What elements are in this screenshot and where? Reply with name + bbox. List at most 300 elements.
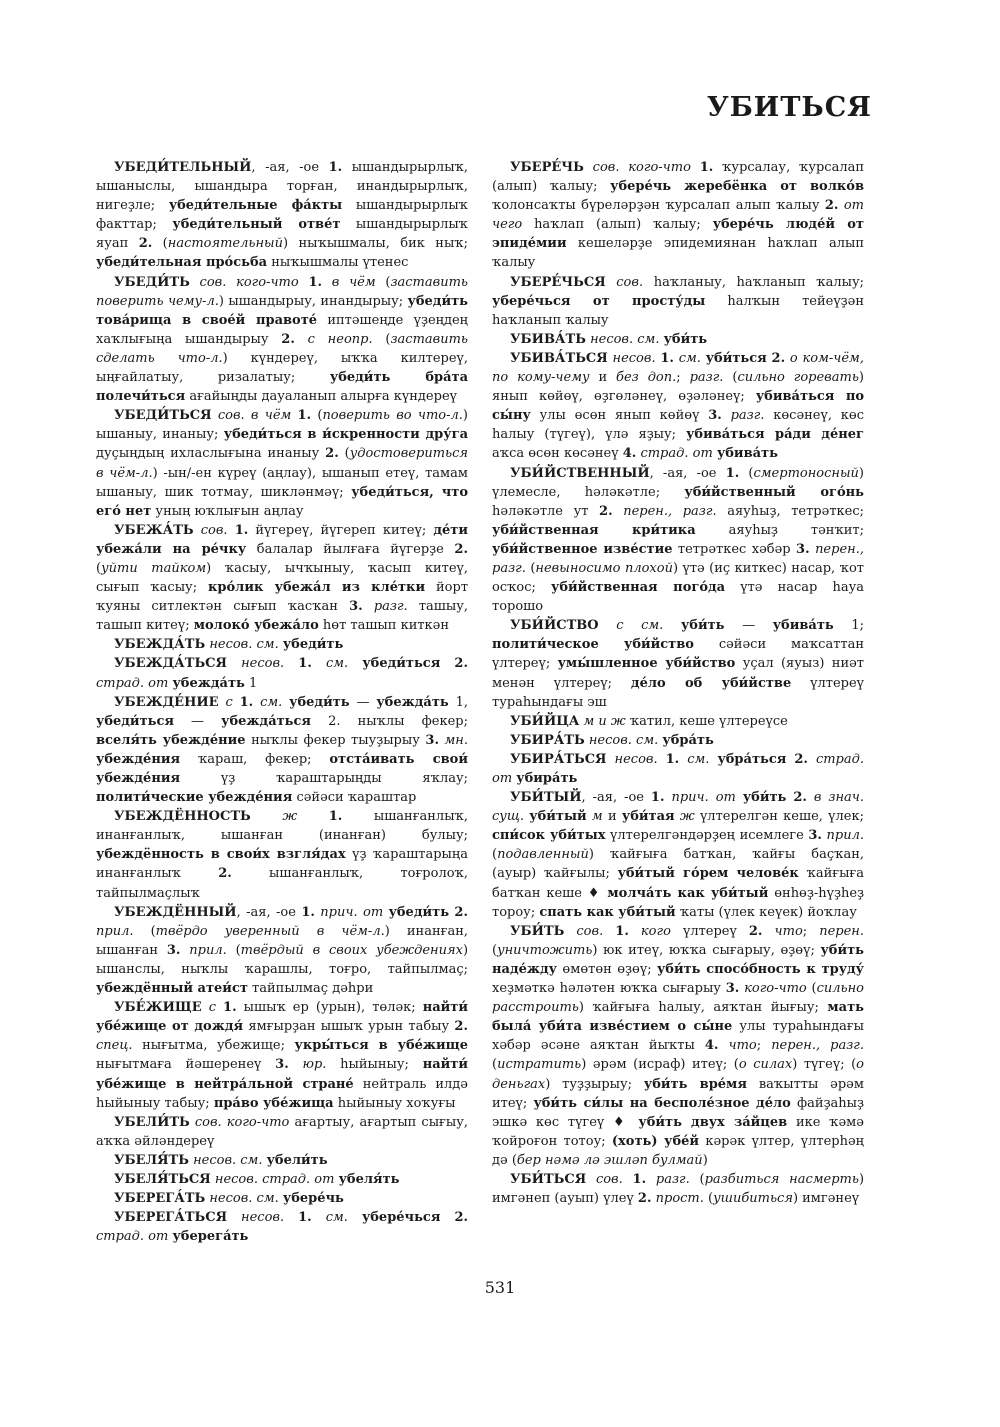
- dictionary-entry: [492, 616, 864, 711]
- entry-text: (: [311, 408, 323, 424]
- entry-bold-text: убере́чь люде́й от эпиде́мии: [492, 217, 864, 252]
- dictionary-entry: [96, 1208, 468, 1246]
- entry-bold-text: убере́чь: [282, 1191, 344, 1207]
- entry-italic-text: несов. страд. от: [214, 1171, 335, 1187]
- entry-italic-text: страд. от: [492, 751, 865, 786]
- entry-bold-text: УБЕДИ́ТЬСЯ: [114, 408, 212, 424]
- entry-bold-text: 1.: [665, 751, 680, 767]
- entry-text: ике ҡәмә ҡойроғон тотоу;: [492, 1114, 864, 1149]
- entry-text: [227, 1210, 241, 1225]
- entry-bold-text: уби́ть: [742, 790, 787, 806]
- entry-text: ;: [802, 923, 820, 939]
- entry-bold-text: мать была́ уби́та изве́стием о сы́не: [492, 1000, 864, 1035]
- entry-text: [322, 275, 332, 290]
- dictionary-entry: [492, 750, 864, 788]
- entry-text: һыйыныу хоҡуғы: [333, 1095, 456, 1111]
- entry-text: ) түгеү; (: [792, 1057, 857, 1073]
- entry-italic-text: о ком-чём, по кому-чему: [492, 350, 864, 386]
- dictionary-entry: [96, 158, 468, 273]
- entry-text: ) әрәм (исраф) итеү; (: [581, 1057, 739, 1073]
- entry-italic-text: что: [728, 1038, 757, 1054]
- entry-bold-text: 3.: [708, 408, 722, 424]
- entry-text: 1: [244, 675, 258, 691]
- entry-bold-text: 1.: [239, 694, 254, 710]
- dictionary-entry: [96, 654, 468, 692]
- entry-italic-text: настоятельный: [167, 236, 284, 252]
- entry-italic-text: сов.: [595, 1171, 623, 1187]
- entry-bold-text: 2.: [599, 503, 613, 519]
- entry-italic-text: с: [225, 694, 233, 710]
- entry-text: [284, 656, 298, 671]
- entry-bold-text: полити́ческое уби́йство: [492, 637, 694, 653]
- entry-text: [312, 656, 326, 671]
- entry-bold-text: УБЕДИ́ТЬ: [114, 274, 190, 290]
- entry-bold-text: де́ло об уби́йстве: [630, 675, 792, 691]
- entry-text: [289, 1057, 303, 1072]
- entry-text: [216, 1000, 223, 1015]
- entry-bold-text: убеди́ться: [96, 713, 174, 729]
- entry-text: уҫал (яуыз) ниәт менән үлтереү;: [492, 656, 864, 691]
- entry-italic-text: прил.: [826, 828, 864, 844]
- entry-text: ) янып көйөү, өҙгөләнеү, өҙәләнеү;: [492, 370, 864, 405]
- entry-text: ) күндереү, ыҡҡа килтереү, ыңғайлатыу, ризалатыу;: [96, 350, 469, 386]
- entry-text: һалҡын тейеүҙән һаҡланып ҡалыу: [492, 293, 864, 328]
- entry-italic-text: подавленный: [497, 847, 589, 863]
- entry-italic-text: смертоносный: [753, 465, 859, 481]
- entry-italic-text: сов. кого-что: [194, 1114, 290, 1130]
- entry-bold-text: полити́ческие убежде́ния: [96, 790, 293, 806]
- entry-italic-text: спец.: [96, 1038, 133, 1054]
- entry-text: йүгереү, йүгереп китеү;: [248, 522, 434, 538]
- entry-text: —: [349, 694, 377, 710]
- entry-text: һаҡлап (алып) ҡалыу;: [522, 217, 713, 233]
- entry-italic-text: сильно расстроить: [492, 981, 864, 1016]
- entry-bold-text: (хоть) убе́й: [611, 1133, 700, 1149]
- entry-text: [607, 752, 615, 767]
- entry-text: хеҙмәткә һәләтен юҡҡа сығарыу: [492, 981, 726, 997]
- entry-italic-text: сов.: [200, 522, 228, 538]
- dictionary-entry: [96, 807, 468, 902]
- entry-italic-text: прич. от: [671, 790, 736, 806]
- entry-text: [762, 924, 774, 939]
- entry-bold-text: убеди́тельная про́сьба: [96, 255, 268, 271]
- entry-text: тайпылмаҫ дәһри: [247, 981, 374, 997]
- dictionary-entry: [96, 521, 468, 636]
- entry-bold-text: уби́ть: [680, 618, 725, 634]
- entry-bold-text: УБИ́ЙСТВЕННЫЙ: [510, 465, 650, 481]
- entry-bold-text: 1.: [699, 160, 714, 175]
- entry-text: ) ныҡышмалы, бик ныҡ;: [283, 236, 468, 252]
- entry-bold-text: убеди́ться в и́скренности дру́га: [223, 427, 468, 443]
- entry-italic-text: страд. от: [640, 446, 713, 462]
- entry-bold-text: 1.: [650, 790, 665, 806]
- entry-bold-text: пра́во убе́жища: [213, 1095, 334, 1111]
- entry-text: [663, 618, 681, 633]
- entry-bold-text: убеди́ть: [388, 904, 450, 920]
- entry-bold-text: УБЕРЕ́ЧЬ: [510, 160, 584, 175]
- dictionary-entry: [96, 1170, 468, 1189]
- entry-bold-text: убежде́ния: [96, 751, 181, 767]
- entry-italic-text: от чего: [492, 198, 864, 233]
- entry-italic-text: несов. см.: [588, 732, 659, 748]
- entry-italic-text: невыносимо плохой: [535, 560, 673, 576]
- dictionary-entry: [96, 1113, 468, 1151]
- entry-bold-text: убере́чься: [361, 1210, 441, 1226]
- entry-italic-text: несов. см.: [193, 1152, 263, 1168]
- entry-bold-text: УБИВА́ТЬ: [510, 331, 586, 347]
- entry-text: [440, 656, 454, 671]
- entry-text: [363, 599, 374, 614]
- entry-bold-text: убеди́ть бра́та полечи́ться: [96, 370, 468, 405]
- entry-bold-text: УБЕРЕГА́ТЬСЯ: [114, 1210, 228, 1226]
- entry-bold-text: 2.: [325, 446, 339, 462]
- dictionary-entry: [96, 1189, 468, 1208]
- entry-text: и: [589, 370, 617, 386]
- entry-bold-text: 2.: [454, 541, 468, 557]
- entry-bold-text: 1.: [234, 522, 249, 538]
- entry-text: ҡаты (үлек кеүек) йоҡлау: [675, 904, 857, 920]
- entry-italic-text: кого: [640, 923, 671, 939]
- entry-text: уның юҡлығын аңлау: [151, 503, 304, 519]
- entry-bold-text: 2.: [794, 751, 808, 767]
- entry-bold-text: уби́ть спосо́бность к труду́: [656, 961, 864, 977]
- dictionary-entry: [96, 273, 468, 407]
- entry-italic-text: перен., разг.: [492, 541, 864, 576]
- entry-text: ташыу, ташып китеү;: [96, 599, 468, 634]
- entry-text: ) ышандырыу, инандырыу;: [218, 293, 408, 309]
- entry-italic-text: прич. от: [320, 904, 384, 920]
- entry-bold-text: УБИ́ТЬСЯ: [510, 1171, 587, 1187]
- entry-italic-text: с см.: [616, 618, 664, 634]
- entry-text: ышанғанлыҡ, тоғролоҡ, тайпылмаҫлыҡ: [96, 866, 468, 901]
- entry-italic-text: несов.: [612, 350, 656, 366]
- entry-text: [586, 1172, 596, 1187]
- entry-bold-text: уби́ть вре́мя: [643, 1076, 747, 1092]
- entry-italic-text: несов.: [241, 656, 285, 672]
- entry-text: ) ҡасыу, ычҡыныу, ҡасып китеү, сығып ҡасыу;: [96, 560, 468, 596]
- entry-bold-text: уби́йственное изве́стие: [492, 541, 673, 557]
- entry-italic-text: мн.: [444, 732, 468, 748]
- entry-bold-text: 2.: [454, 656, 468, 672]
- entry-text: ҡайғыға батҡан кеше: [492, 866, 864, 901]
- dictionary-entry: [96, 635, 468, 654]
- entry-bold-text: 1.: [308, 274, 323, 290]
- entry-bold-text: убере́чься от просту́ды: [492, 293, 706, 309]
- entry-text: үлтерелгән кеше, үлек;: [694, 809, 864, 825]
- entry-italic-text: разг.: [655, 1171, 690, 1187]
- entry-italic-text: уйти тайком: [101, 560, 207, 576]
- entry-bold-text: уби́тый: [529, 809, 587, 825]
- entry-bold-text: 3.: [275, 1057, 289, 1073]
- entry-bold-text: 4.: [622, 446, 637, 462]
- entry-italic-text: что: [774, 923, 803, 939]
- entry-bold-text: УБИ́ЙСТВО: [510, 618, 599, 634]
- entry-bold-text: уби́йственная кри́тика: [492, 522, 696, 538]
- entry-text: файҙаһыҙ эшкә көс түгеү: [492, 1095, 864, 1130]
- entry-bold-text: спать как уби́тый: [539, 904, 676, 920]
- entry-bold-text: ♦ молча́ть как уби́тый: [587, 885, 769, 901]
- entry-bold-text: убеди́тельный отве́т: [172, 217, 341, 233]
- entry-text: ҡолонсаҡты бүреләрҙән ҡурсалап алып ҡалыу: [492, 198, 825, 214]
- entry-text: ышанғанлыҡ, инанғанлыҡ, ышанған (инанған) булыу;: [96, 809, 468, 844]
- entry-text: ) -ын/-ен күреү (аңлау), ышанып етеү, тамам ышаныу, шик тотмау, шикләнмәү;: [96, 465, 469, 500]
- entry-bold-text: убеди́ть това́рища в свое́й правоте́: [96, 293, 468, 328]
- entry-bold-text: отста́ивать свои́ убежде́ния: [96, 751, 468, 786]
- entry-text: (: [806, 981, 817, 997]
- entry-italic-text: кого-что: [744, 981, 807, 997]
- entry-bold-text: УБЕЛИ́ТЬ: [114, 1114, 190, 1130]
- entry-bold-text: 3.: [796, 541, 810, 557]
- entry-text: ышандырырлыҡ факттар;: [96, 198, 468, 233]
- entry-bold-text: 3.: [349, 599, 363, 615]
- entry-italic-text: уничтожить: [497, 942, 593, 958]
- entry-text: [440, 1210, 454, 1225]
- entry-bold-text: убра́ть: [662, 732, 714, 748]
- entry-text: [348, 656, 362, 671]
- entry-bold-text: убеждённость в свои́х взгля́дах: [96, 847, 346, 863]
- entry-text: (: [133, 923, 156, 939]
- dictionary-entry: [96, 1151, 468, 1170]
- entry-italic-text: несов. см.: [590, 331, 660, 347]
- entry-bold-text: 3.: [425, 732, 439, 748]
- entry-bold-text: 3.: [166, 942, 181, 958]
- entry-bold-text: УБЕЖДЁННОСТЬ: [114, 809, 251, 825]
- entry-text: нығытма, убежище;: [132, 1038, 295, 1054]
- entry-bold-text: убеля́ть: [338, 1171, 400, 1187]
- entry-italic-text: несов.: [614, 751, 658, 767]
- entry-text: , -ая, -ое: [581, 790, 651, 806]
- entry-italic-text: в чём: [331, 274, 376, 290]
- entry-text: үлтерелгәндәрҙең исемлеге: [605, 828, 809, 844]
- entry-text: (: [739, 465, 754, 481]
- entry-text: үтә насар һауа торошо: [492, 580, 865, 615]
- entry-italic-text: разг.: [730, 408, 765, 424]
- entry-text: ) ышаныу, инаныу;: [96, 408, 468, 443]
- entry-text: иптәшеңде үҙеңдең хаҡлығыңа ышандырыу: [96, 312, 469, 347]
- entry-italic-text: о силах: [738, 1057, 793, 1073]
- entry-bold-text: УБЕРЕГА́ТЬ: [114, 1191, 206, 1207]
- entry-bold-text: 2.: [138, 236, 153, 252]
- dictionary-entry: [492, 922, 864, 1170]
- entry-text: ныҡышмалы үтенес: [267, 255, 409, 271]
- entry-bold-text: убеди́ть: [282, 637, 344, 653]
- entry-text: [623, 1172, 633, 1187]
- entry-text: [180, 943, 189, 958]
- dictionary-entry: [492, 464, 864, 617]
- entry-italic-text: о деньгах: [492, 1057, 864, 1092]
- entry-italic-text: заставить сделать что-л.: [96, 331, 468, 366]
- entry-bold-text: де́ти убежа́ли на ре́чку: [96, 522, 468, 557]
- entry-text: һәләкәтле ут: [492, 503, 600, 519]
- entry-text: [297, 809, 329, 824]
- entry-text: ;: [756, 1038, 772, 1054]
- entry-bold-text: найти́ убе́жище от дождя́: [96, 1000, 468, 1035]
- entry-bold-text: убеди́ть: [289, 694, 350, 710]
- entry-text: [202, 1000, 209, 1015]
- entry-text: ): [702, 1152, 708, 1168]
- dictionary-entry: [96, 998, 468, 1113]
- entry-bold-text: убере́чь жеребёнка от волко́в: [610, 179, 864, 195]
- entry-italic-text: прил.: [189, 942, 227, 958]
- entry-text: [584, 160, 593, 175]
- page-number: 531: [484, 1278, 516, 1297]
- entry-italic-text: ж: [679, 809, 695, 825]
- entry-bold-text: УБЕЖДЁННЫЙ: [114, 904, 237, 920]
- entry-italic-text: несов. см.: [209, 637, 279, 653]
- entry-bold-text: молоко́ убежа́ло: [193, 618, 319, 634]
- entry-text: нейтраль илдә һыйыныу табыу;: [96, 1076, 468, 1111]
- entry-italic-text: см.: [678, 350, 701, 366]
- entry-text: (: [723, 370, 738, 386]
- entry-bold-text: 1.: [725, 465, 740, 481]
- entry-text: ҡатил, кеше үлтереүсе: [625, 713, 788, 729]
- entry-text: (: [226, 942, 241, 958]
- entry-text: [312, 1210, 326, 1225]
- entry-bold-text: УБИ́ТЫЙ: [510, 790, 582, 806]
- entry-text: һыйыныу;: [326, 1057, 423, 1073]
- entry-bold-text: УБЕЖДА́ТЬ: [114, 637, 206, 653]
- dictionary-entry: [492, 712, 864, 731]
- entry-text: ағайыңды дауаланып алырға күндереү: [185, 389, 457, 405]
- entry-text: [603, 924, 615, 939]
- entry-text: ) туҙҙырыу;: [545, 1076, 644, 1092]
- entry-text: 2. ныҡлы фекер;: [311, 713, 469, 729]
- entry-text: үҙ ҡараштарыңа инанғанлыҡ: [96, 847, 468, 882]
- entry-bold-text: уби́ть наде́жду: [492, 942, 864, 977]
- entry-text: үлтереү: [670, 923, 749, 939]
- entry-text: үҙ ҡараштарыңды яҡлау;: [180, 771, 468, 786]
- entry-text: [646, 1172, 656, 1187]
- entry-text: [251, 809, 283, 824]
- entry-text: (: [492, 847, 498, 863]
- entry-text: 1;: [833, 618, 864, 634]
- entry-bold-text: убеди́ться, что его́ нет: [96, 484, 468, 519]
- entry-text: ныҡлы фекер тыуҙырыу: [245, 732, 426, 748]
- entry-text: дуҫыңдың ихласлығына инаныу: [96, 446, 326, 462]
- entry-bold-text: 1.: [297, 408, 312, 424]
- entry-bold-text: убеди́тельные фа́кты: [168, 198, 343, 214]
- entry-text: ышыҡ ер (урын), төләк;: [236, 1000, 423, 1016]
- entry-text: [190, 275, 200, 290]
- entry-italic-text: бер нәмә лә эшләп булмай: [516, 1152, 703, 1168]
- entry-bold-text: УБЕРЕ́ЧЬСЯ: [510, 274, 606, 290]
- entry-text: ағартыу, ағартып сығыу, аҡҡа әйләндереү: [96, 1114, 468, 1149]
- entry-text: [299, 275, 309, 290]
- entry-bold-text: убели́ть: [266, 1152, 328, 1168]
- entry-italic-text: сов.: [576, 923, 604, 939]
- entry-text: улы тураһындағы хәбәр әсәне аяҡтан йыҡты: [492, 1019, 864, 1054]
- entry-text: ямғырҙан ышыҡ урын табыу: [243, 1019, 455, 1035]
- entry-italic-text: твёрдый в своих убеждениях: [240, 942, 463, 958]
- entry-bold-text: 2.: [824, 198, 839, 214]
- entry-bold-text: укры́ться в убе́жище: [294, 1038, 469, 1054]
- entry-text: [722, 408, 731, 423]
- entry-bold-text: УБЕЖДЕ́НИЕ: [114, 694, 219, 710]
- entry-italic-text: перен., разг.: [623, 503, 717, 519]
- entry-text: өмөтөн өҙөү;: [557, 961, 657, 977]
- entry-text: (: [375, 274, 391, 290]
- entry-italic-text: поверить во что-л.: [322, 408, 463, 424]
- entry-bold-text: 2.: [637, 1191, 652, 1207]
- entry-bold-text: убеждённый атеи́ст: [96, 981, 248, 997]
- dictionary-entry: [492, 788, 864, 922]
- entry-italic-text: прост.: [655, 1191, 704, 1207]
- entry-text: ) ышанслы, ныҡлы ҡарашлы, тоғро, тайпылмаҫ;: [96, 942, 469, 977]
- entry-italic-text: в знач. сущ.: [492, 790, 865, 825]
- entry-italic-text: прил.: [96, 923, 134, 939]
- entry-bold-text: уби́йственный ого́нь: [684, 484, 864, 500]
- entry-bold-text: 2.: [281, 331, 295, 347]
- entry-text: үлтереү тураһындағы эш: [492, 675, 865, 710]
- entry-text: (: [372, 331, 391, 347]
- entry-text: [658, 752, 666, 767]
- entry-text: ышандырырлыҡ, ышаныслы, ышандыра торған, инандырырлыҡ, нигеҙле;: [96, 160, 468, 214]
- entry-bold-text: спи́сок уби́тых: [492, 828, 606, 844]
- entry-italic-text: см.: [687, 751, 710, 767]
- entry-bold-text: 4.: [704, 1038, 719, 1054]
- dictionary-entry: [492, 731, 864, 750]
- entry-italic-text: разг.: [689, 370, 724, 386]
- entry-italic-text: с неопр.: [307, 331, 373, 347]
- entry-italic-text: с: [208, 1000, 216, 1016]
- entry-italic-text: разг.: [373, 599, 408, 615]
- entry-text: тетрәткес хәбәр: [672, 541, 797, 557]
- entry-italic-text: истратить: [497, 1057, 582, 1073]
- entry-text: ҡурсалау, ҡурсалап (алып) ҡалыу;: [492, 160, 865, 195]
- entry-bold-text: 2.: [793, 790, 807, 806]
- entry-text: һаҡланыу, һаҡланып ҡалыу;: [643, 274, 864, 290]
- dictionary-entry: [492, 158, 864, 273]
- entry-italic-text: несов. см.: [209, 1191, 279, 1207]
- entry-bold-text: 1.: [632, 1171, 647, 1187]
- entry-bold-text: УБЕЖА́ТЬ: [114, 522, 194, 538]
- entry-bold-text: уберега́ть: [172, 1229, 249, 1245]
- entry-bold-text: умы́шленное уби́йство: [557, 656, 736, 672]
- entry-text: ышандырырлыҡ яуап: [96, 217, 468, 252]
- entry-text: [284, 1210, 298, 1225]
- entry-italic-text: страд. от: [96, 1229, 169, 1245]
- entry-text: (: [152, 236, 168, 252]
- entry-bold-text: УБИ́ЙЦА: [510, 713, 580, 729]
- entry-bold-text: 1.: [660, 350, 674, 366]
- entry-bold-text: УБЕЛЯ́ТЬСЯ: [114, 1171, 211, 1187]
- entry-text: ) инанған, ышанған: [96, 923, 468, 958]
- entry-bold-text: УБИВА́ТЬСЯ: [510, 350, 608, 366]
- entry-text: [808, 752, 816, 767]
- entry-bold-text: убра́ться: [717, 751, 787, 767]
- entry-text: [348, 1210, 362, 1225]
- entry-text: балалар йылғаға йүгерҙе: [246, 541, 455, 557]
- entry-bold-text: вселя́ть убежде́ние: [96, 732, 246, 748]
- entry-italic-text: см.: [326, 656, 349, 672]
- entry-bold-text: уби́тая: [621, 809, 675, 825]
- entry-bold-text: 2.: [454, 1019, 468, 1035]
- entry-text: и: [602, 809, 622, 825]
- entry-text: аяуһыҙ тәнҡит;: [695, 522, 864, 538]
- entry-text: ) ҡайғыға һалыу, аяҡтан йығыу;: [578, 1000, 828, 1016]
- entry-italic-text: ж: [282, 809, 298, 825]
- dictionary-entry: [96, 693, 468, 808]
- entry-text: ;: [676, 370, 690, 386]
- entry-text: (: [703, 1191, 714, 1207]
- entry-bold-text: УБЕДИ́ТЕЛЬНЫЙ: [114, 160, 252, 175]
- entry-text: кәрәк үлтер, үлтерһәң дә (: [492, 1133, 864, 1168]
- entry-bold-text: уби́ть: [663, 331, 708, 347]
- entry-text: [606, 275, 617, 290]
- entry-text: улы өсөн янып көйөү: [530, 408, 709, 424]
- dictionary-entry: [492, 349, 864, 464]
- entry-text: көсәнеү, көс һалыу (түгеү), үлә яҙыу;: [492, 408, 864, 443]
